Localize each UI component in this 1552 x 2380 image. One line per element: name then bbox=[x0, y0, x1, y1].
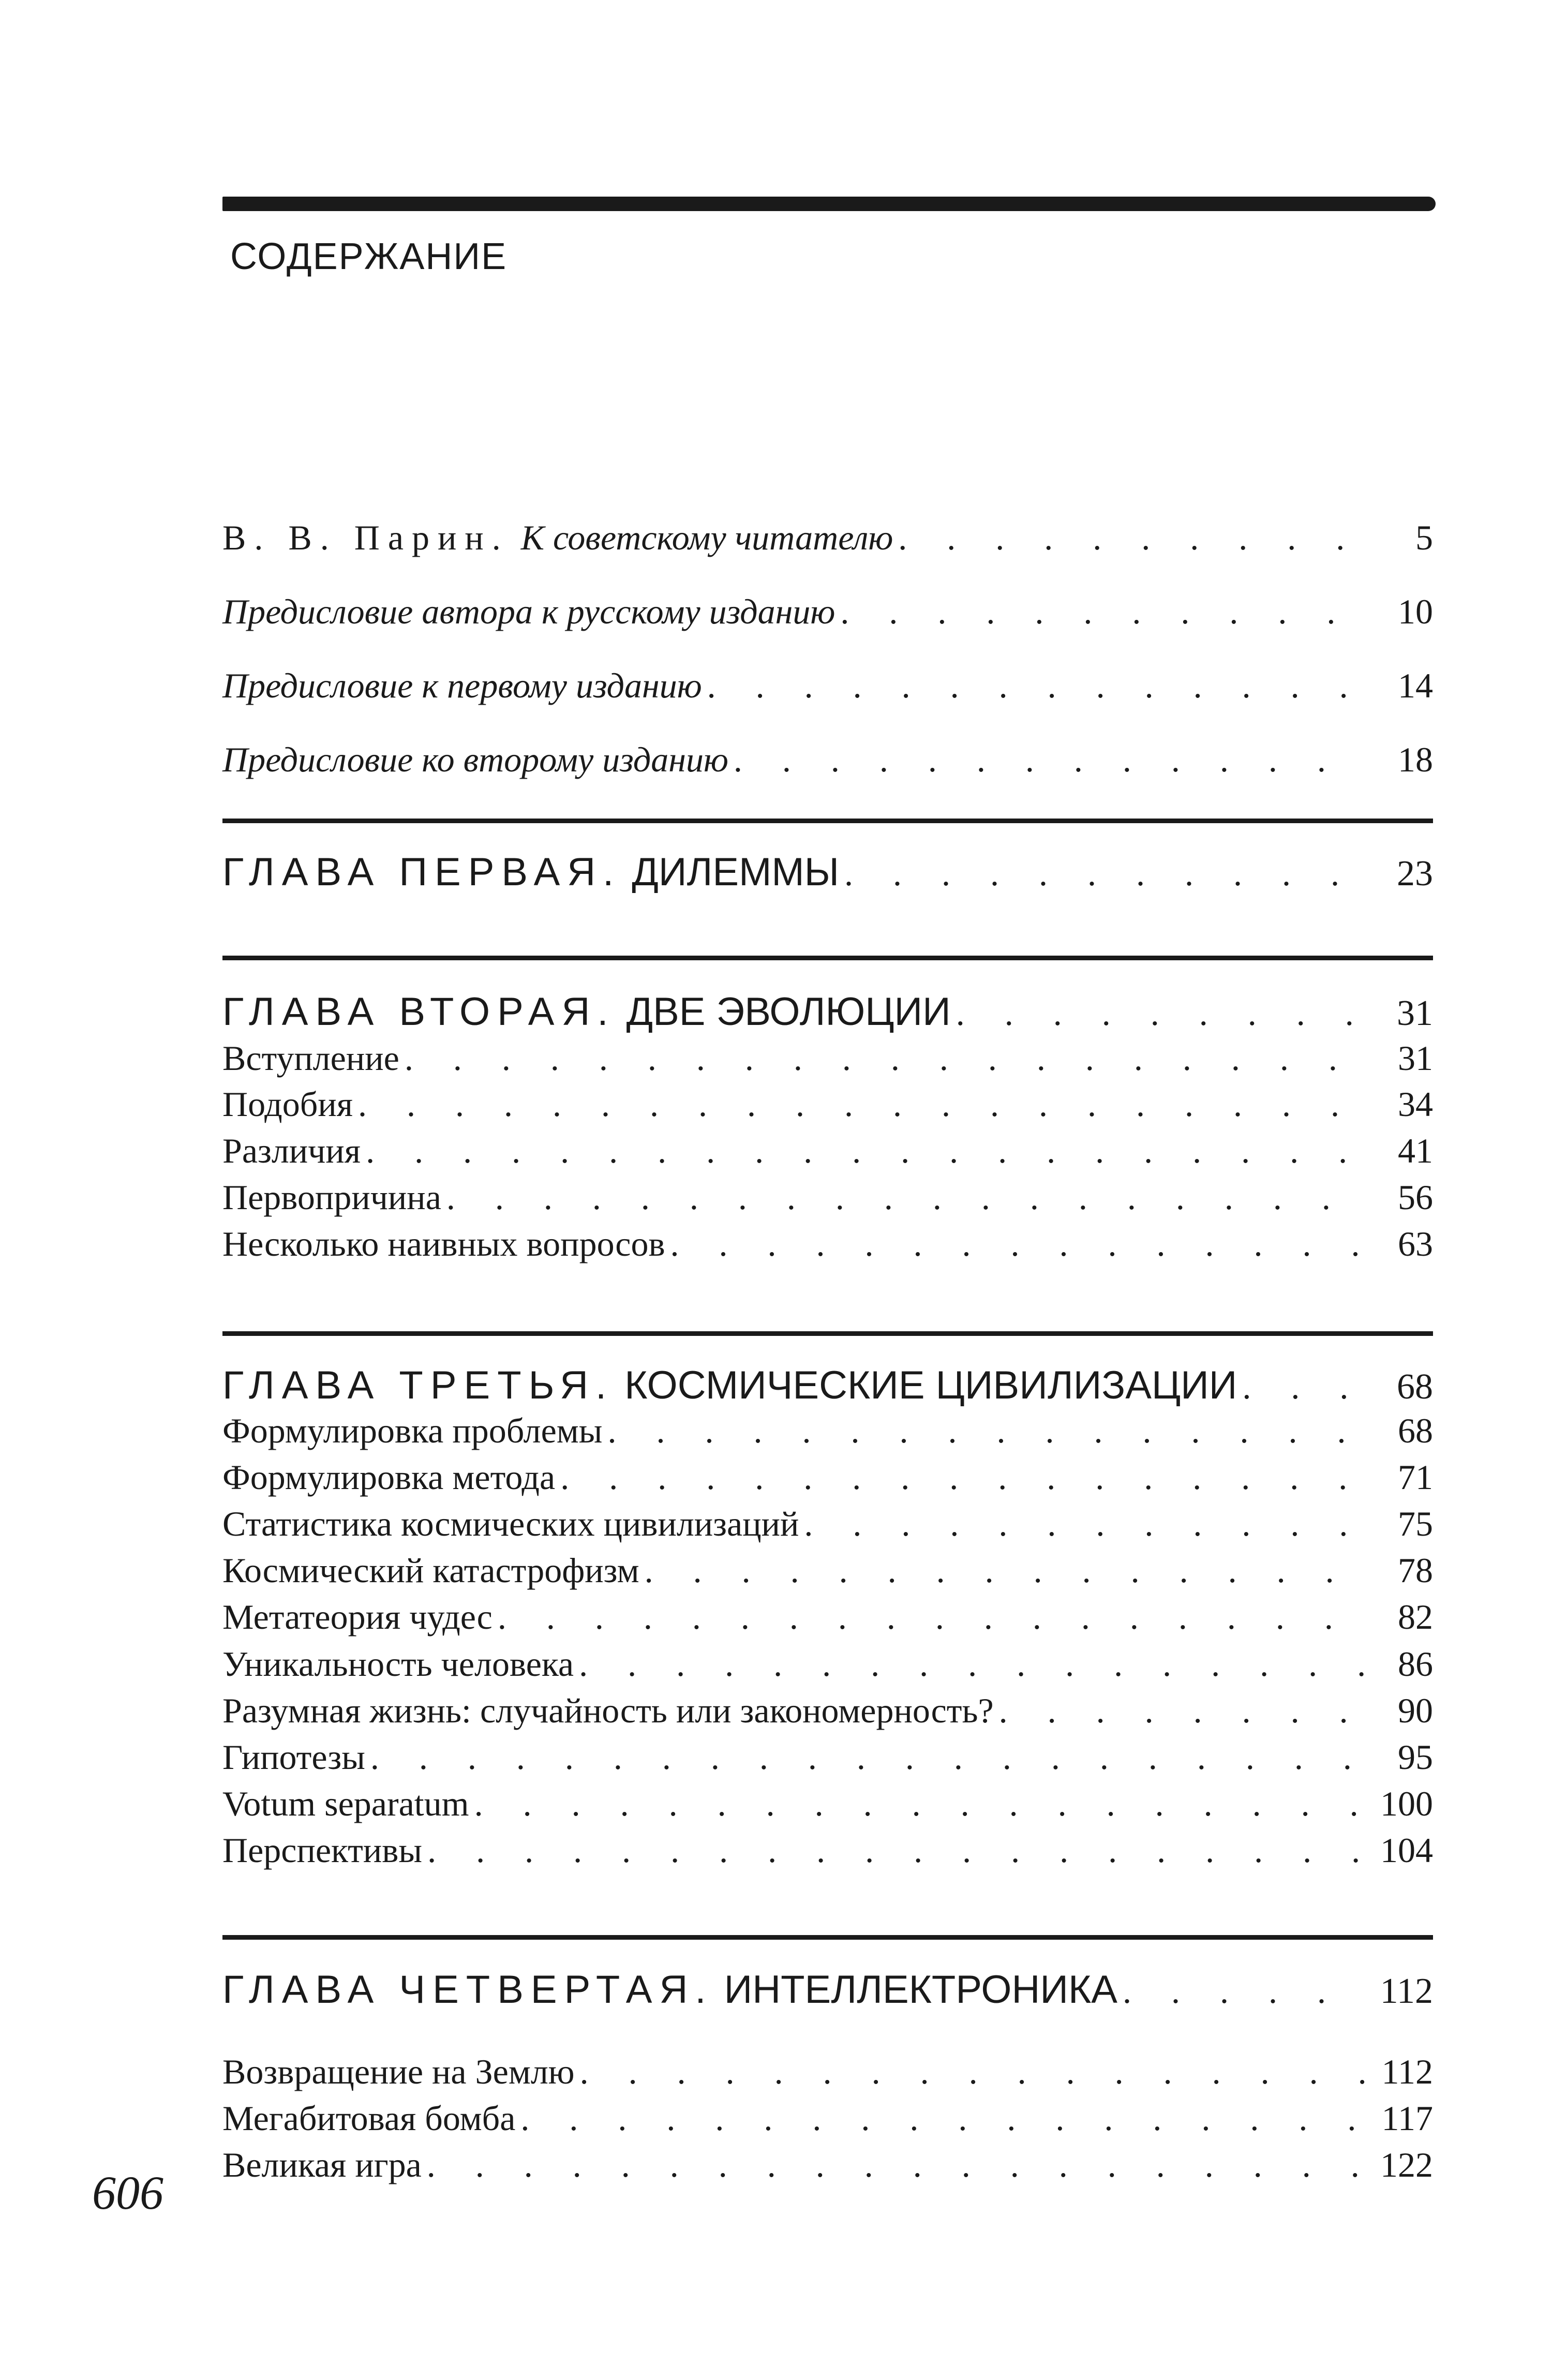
dot-leader bbox=[427, 1833, 1365, 1868]
chapter-name: КОСМИЧЕСКИЕ ЦИВИЛИЗАЦИИ bbox=[624, 1363, 1237, 1407]
dot-leader bbox=[498, 1599, 1365, 1634]
toc-entry-title: Великая игра bbox=[222, 2145, 422, 2184]
toc-page-number: 112 bbox=[1381, 2052, 1433, 2091]
toc-section-entry[interactable] bbox=[222, 1040, 1433, 1076]
toc-entry-title: Разумная жизнь: случайность или закономерность? bbox=[222, 1691, 994, 1730]
toc-entry-preface-first[interactable] bbox=[222, 668, 1433, 703]
toc-section-entry[interactable] bbox=[222, 1413, 1433, 1448]
chapter-name: ИНТЕЛЛЕКТРОНИКА bbox=[724, 1968, 1117, 2012]
toc-entry-title: Возвращение на Землю bbox=[222, 2052, 575, 2091]
toc-page-number: 78 bbox=[1398, 1551, 1433, 1590]
dot-leader bbox=[366, 1133, 1365, 1168]
toc-entry-title: Различия bbox=[222, 1131, 361, 1170]
toc-section-entry[interactable] bbox=[222, 1693, 1433, 1728]
toc-page-number: 10 bbox=[1398, 592, 1433, 631]
dot-leader bbox=[608, 1413, 1365, 1448]
toc-section-entry[interactable] bbox=[222, 1506, 1433, 1541]
dot-leader bbox=[580, 2054, 1365, 2089]
dot-leader bbox=[670, 1226, 1365, 1261]
toc-page-number: 63 bbox=[1398, 1224, 1433, 1263]
toc-page-number: 90 bbox=[1398, 1691, 1433, 1730]
toc-entry-title: Формулировка проблемы bbox=[222, 1411, 603, 1450]
toc-page-number: 82 bbox=[1398, 1597, 1433, 1637]
chapter-title bbox=[222, 1970, 1117, 2010]
chapter-divider bbox=[222, 956, 1433, 960]
toc-page-number: 56 bbox=[1398, 1178, 1433, 1217]
toc-entry-title: Первопричина bbox=[222, 1178, 441, 1217]
dot-leader bbox=[427, 2147, 1365, 2182]
toc-entry-title: Гипотезы bbox=[222, 1737, 365, 1777]
toc-page-number: 95 bbox=[1398, 1737, 1433, 1777]
toc-page-number: 14 bbox=[1398, 666, 1433, 705]
dot-leader bbox=[1242, 1369, 1365, 1404]
contents-heading: СОДЕРЖАНИЕ bbox=[230, 236, 508, 277]
toc-page-number: 31 bbox=[1398, 1038, 1433, 1078]
dot-leader bbox=[956, 995, 1365, 1031]
dot-leader bbox=[405, 1040, 1365, 1076]
toc-entry-title: Предисловие ко второму изданию bbox=[222, 740, 728, 779]
toc-page-number: 34 bbox=[1398, 1084, 1433, 1124]
dot-leader bbox=[474, 1786, 1365, 1821]
toc-page-number: 122 bbox=[1380, 2145, 1433, 2184]
chapter-1-entry[interactable] bbox=[222, 850, 1433, 894]
dot-leader bbox=[999, 1693, 1365, 1728]
dot-leader bbox=[707, 668, 1365, 703]
toc-entry-title bbox=[222, 520, 893, 555]
toc-entry-title: Формулировка метода bbox=[222, 1457, 556, 1497]
toc-entry-author: В. В. Парин. bbox=[222, 518, 509, 557]
toc-section-entry[interactable] bbox=[222, 1597, 1433, 1637]
toc-entry-title: Перспективы bbox=[222, 1831, 423, 1870]
toc-section-entry[interactable] bbox=[222, 1833, 1433, 1868]
toc-entry-title: Предисловие к первому изданию bbox=[222, 666, 702, 705]
toc-page-number: 86 bbox=[1398, 1644, 1433, 1684]
dot-leader bbox=[358, 1087, 1365, 1122]
toc-entry-title: Метатеория чудес bbox=[222, 1597, 493, 1637]
chapter-name: ДИЛЕММЫ bbox=[632, 850, 839, 894]
chapter-2-entry[interactable] bbox=[222, 992, 1433, 1032]
chapter-title bbox=[222, 992, 951, 1032]
toc-page-number: 68 bbox=[1397, 1367, 1433, 1407]
chapter-name: ДВЕ ЭВОЛЮЦИИ bbox=[626, 990, 951, 1034]
toc-entry-title-text: К советскому читателю bbox=[520, 518, 893, 557]
dot-leader bbox=[898, 520, 1365, 555]
dot-leader bbox=[446, 1180, 1365, 1215]
toc-section-entry[interactable] bbox=[222, 1180, 1433, 1215]
toc-entry-title: Мегабитовая бомба bbox=[222, 2099, 516, 2138]
toc-page-number: 68 bbox=[1398, 1411, 1433, 1450]
toc-entry-preface-second[interactable] bbox=[222, 742, 1433, 777]
toc-entry-title: Подобия bbox=[222, 1084, 353, 1124]
toc-section-entry[interactable] bbox=[222, 1457, 1433, 1497]
toc-page-number: 104 bbox=[1380, 1831, 1433, 1870]
toc-page-number: 31 bbox=[1397, 993, 1433, 1033]
dot-leader bbox=[1123, 1973, 1365, 2009]
chapter-4-entry[interactable] bbox=[222, 1970, 1433, 2010]
toc-entry-title: Вступление bbox=[222, 1038, 399, 1078]
toc-entry-title: Votum separatum bbox=[222, 1784, 469, 1823]
chapter-divider bbox=[222, 819, 1433, 823]
chapter-label: ГЛАВА ПЕРВАЯ. bbox=[222, 850, 621, 894]
toc-entry-title: Статистика космических цивилизаций bbox=[222, 1504, 799, 1543]
toc-section-entry[interactable] bbox=[222, 1226, 1433, 1261]
chapter-divider bbox=[222, 1331, 1433, 1336]
toc-entry-title: Несколько наивных вопросов bbox=[222, 1224, 665, 1263]
dot-leader bbox=[804, 1506, 1365, 1541]
dot-leader bbox=[370, 1739, 1365, 1775]
chapter-label: ГЛАВА ЧЕТВЕРТАЯ. bbox=[222, 1968, 713, 2012]
toc-page-number: 117 bbox=[1381, 2099, 1433, 2138]
chapter-title bbox=[222, 850, 839, 894]
chapter-3-entry[interactable] bbox=[222, 1363, 1433, 1407]
dot-leader bbox=[560, 1460, 1365, 1495]
chapter-label: ГЛАВА ТРЕТЬЯ. bbox=[222, 1363, 614, 1407]
toc-entry-parin[interactable] bbox=[222, 520, 1433, 555]
toc-page-number: 18 bbox=[1398, 740, 1433, 779]
toc-section-entry[interactable] bbox=[222, 1553, 1433, 1588]
dot-leader bbox=[840, 594, 1365, 629]
toc-page-number: 41 bbox=[1398, 1131, 1433, 1170]
toc-section-entry[interactable] bbox=[222, 1133, 1433, 1168]
toc-entry-title: Уникальность человека bbox=[222, 1644, 574, 1684]
toc-page-number: 23 bbox=[1397, 854, 1433, 894]
toc-entry-title: Космический катастрофизм bbox=[222, 1551, 639, 1590]
dot-leader bbox=[645, 1553, 1365, 1588]
toc-section-entry[interactable] bbox=[222, 1739, 1433, 1775]
toc-page-number: 71 bbox=[1398, 1457, 1433, 1497]
dot-leader bbox=[579, 1646, 1365, 1682]
toc-page-number: 112 bbox=[1380, 1971, 1433, 2011]
page-folio-number: 606 bbox=[92, 2166, 163, 2219]
toc-section-entry[interactable] bbox=[222, 1786, 1433, 1821]
toc-section-entry[interactable] bbox=[222, 2101, 1433, 2136]
chapter-divider bbox=[222, 1935, 1433, 1940]
toc-page-number: 75 bbox=[1398, 1504, 1433, 1543]
toc-page-number: 100 bbox=[1380, 1784, 1433, 1823]
chapter-label: ГЛАВА ВТОРАЯ. bbox=[222, 990, 616, 1034]
toc-section-entry[interactable] bbox=[222, 1084, 1433, 1124]
dot-leader bbox=[734, 742, 1365, 777]
toc-section-entry[interactable] bbox=[222, 2054, 1433, 2089]
toc-page-number: 5 bbox=[1415, 518, 1433, 557]
toc-entry-title: Предисловие автора к русскому изданию bbox=[222, 592, 835, 631]
dot-leader bbox=[844, 856, 1365, 891]
chapter-title bbox=[222, 1363, 1237, 1407]
toc-section-entry[interactable] bbox=[222, 2147, 1433, 2182]
toc-entry-preface-russian[interactable] bbox=[222, 594, 1433, 629]
toc-section-entry[interactable] bbox=[222, 1646, 1433, 1682]
dot-leader bbox=[520, 2101, 1365, 2136]
